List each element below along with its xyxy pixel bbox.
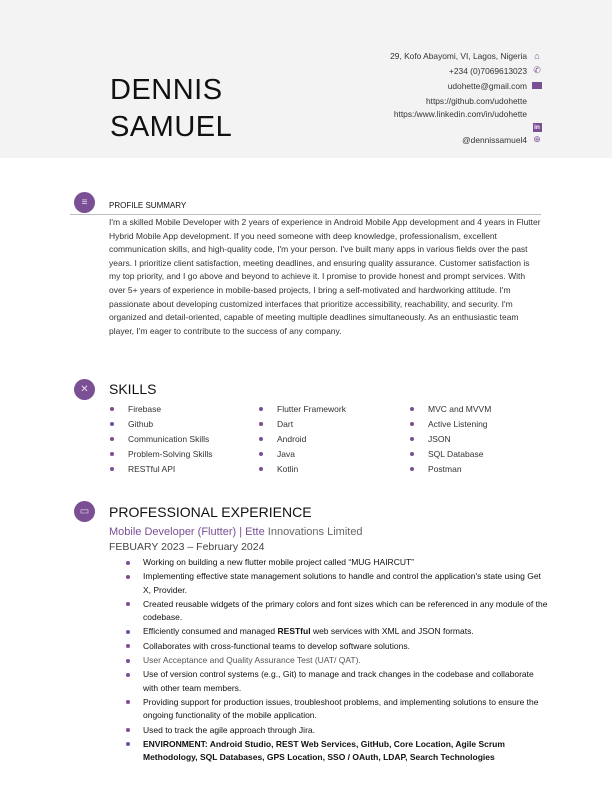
bullet-item: Created reusable widgets of the primary colors and font sizes which can be referenced in any module of the codebase. (126, 598, 551, 625)
summary-divider (70, 214, 541, 215)
skill-item: Active Listening (410, 416, 550, 431)
bullet-item: Working on building a new flutter mobile project called “MUG HAIRCUT” (126, 556, 551, 569)
skill-item: Firebase (110, 401, 250, 416)
skills-column-3 (410, 401, 550, 476)
job-title: Mobile Developer (Flutter) | Ette Innovations Limited (109, 526, 363, 538)
skill-item: SQL Database (410, 446, 550, 461)
bullet-item: Use of version control systems (e.g., Git) to manage and track changes in the codebase and collaborate with other team members. (126, 668, 551, 695)
linkedin-link[interactable]: https:/www.linkedin.com/in/udohette (393, 109, 527, 119)
email-link[interactable]: udohette@gmail.com (447, 80, 527, 91)
skills-column-1 (110, 401, 250, 476)
skill-item: RESTful API (110, 461, 250, 476)
bullet-item: Collaborates with cross-functional teams to develop software solutions. (126, 640, 551, 653)
last-name: SAMUEL (110, 111, 233, 143)
skills-column-2 (259, 401, 399, 476)
skill-item: Dart (259, 416, 399, 431)
bullet-item: Used to track the agile approach through Jira. (126, 724, 551, 737)
address: 29, Kofo Abayomi, VI, Lagos, Nigeria (390, 50, 527, 61)
environment-bullet: ENVIRONMENT: Android Studio, REST Web Services, GitHub, Core Location, Agile Scrum Methodology, SQL Databases, GPS Location, SSO / OAuth, LDAP, Search Technologies (126, 738, 551, 765)
summary-icon: ≡ (74, 192, 95, 213)
summary-text: I'm a skilled Mobile Developer with 2 years of experience in Android Mobile App development and 4 years in Flutter Hybrid Mobile App development. If you need someone with deep knowledge, professionalism, excellent communication skills, and high-quality code, I'm your person. I've built many apps in various fields over the past years. I prioritize client satisfaction, meeting deadlines, and ensuring quality assurance. Customer satisfaction is my top priority, and I go above and beyond to achieve it. I promise to provide honest and prompt services. With over 5+ years of experience in mobile-based projects, I bring a self-motivated and hardworking attitude. I'm passionate about developing customized interfaces that prioritize accessibility, reachability, and security. I'm organized and detail-oriented, capable of meeting multiple deadlines simultaneously. As an enthusiastic team player, I'm eager to contribute to the success of any company. (109, 217, 541, 336)
github-link[interactable]: https://github.com/udohette (425, 95, 527, 106)
summary-title: PROFILE SUMMARY (109, 201, 187, 210)
skills-title: SKILLS (109, 381, 157, 397)
full-name (110, 72, 232, 146)
first-name: DENNIS (110, 74, 223, 106)
skill-item: MVC and MVVM (410, 401, 550, 416)
linkedin-icon: in (534, 123, 540, 131)
globe-icon: ⊕ (533, 134, 541, 144)
contact-info (390, 48, 542, 147)
skills-icon: ✕ (74, 379, 95, 400)
skill-item: Android (259, 431, 399, 446)
job-dates: FEBUARY 2023 – February 2024 (109, 541, 265, 553)
skill-item: Java (259, 446, 399, 461)
skill-item: Github (110, 416, 250, 431)
bullet-item: Providing support for production issues, troubleshoot problems, and implementing solutions to ensure the ongoing functionality of the mobile application. (126, 696, 551, 723)
home-icon: ⌂ (534, 50, 540, 61)
phone: +234 (0)7069613023 (448, 65, 527, 76)
briefcase-icon: ▭ (74, 501, 95, 522)
bullet-item: Efficiently consumed and managed RESTful web services with XML and JSON formats. (126, 625, 551, 638)
social-handle: @dennissamuel4 (462, 134, 527, 145)
email-icon (532, 81, 542, 91)
skill-item: Problem-Solving Skills (110, 446, 250, 461)
phone-icon: ✆ (533, 65, 541, 75)
bullet-item: User Acceptance and Quality Assurance Test (UAT/ QAT). (126, 654, 551, 667)
skill-item: JSON (410, 431, 550, 446)
skill-item: Postman (410, 461, 550, 476)
bullet-item: Implementing effective state management solutions to handle and control the application's state using Get X, Provider. (126, 570, 551, 597)
skill-item: Communication Skills (110, 431, 250, 446)
skill-item: Kotlin (259, 461, 399, 476)
skill-item: Flutter Framework (259, 401, 399, 416)
experience-title: PROFESSIONAL EXPERIENCE (109, 504, 312, 520)
job-bullets (126, 556, 551, 765)
